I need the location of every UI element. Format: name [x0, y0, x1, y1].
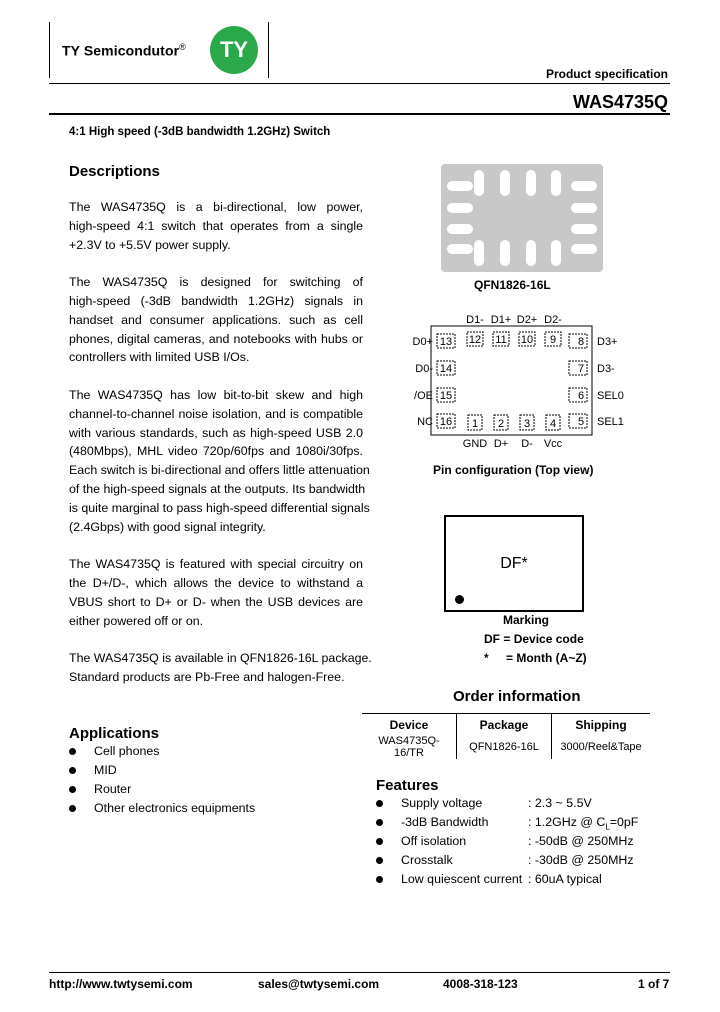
- brand-name: TY Semicondutor®: [62, 42, 186, 59]
- pin-number-left: 13: [439, 336, 453, 348]
- pin-number-bottom: 3: [523, 418, 531, 430]
- pin-number-left: 15: [439, 390, 453, 402]
- description-line: high-speed 4:1 switch that operates from a single: [69, 218, 363, 233]
- pin-label-bottom: D+: [493, 438, 509, 450]
- package-pad: [447, 224, 473, 234]
- pin-number-bottom: 1: [471, 418, 479, 430]
- pin-configuration-diagram: [400, 306, 640, 454]
- package-pad: [571, 203, 597, 213]
- package-pad: [571, 244, 597, 254]
- description-line: controllers with limited USB I/Os.: [69, 350, 250, 365]
- package-pad: [447, 181, 473, 191]
- header-rule: [49, 83, 670, 84]
- footer-url[interactable]: http://www.twtysemi.com: [49, 977, 193, 991]
- pin-label-left: /OE: [414, 390, 433, 402]
- marking-heading: Marking: [503, 613, 550, 627]
- description-line: either powered off or on.: [69, 613, 204, 628]
- package-pad: [500, 240, 510, 266]
- marking-legend-device-code: DF = Device code: [484, 632, 584, 646]
- pin-number-top: 9: [549, 334, 557, 346]
- pin-config-caption: Pin configuration (Top view): [433, 463, 594, 477]
- pin-label-top: D1-: [466, 314, 484, 326]
- pin-number-left: 16: [439, 416, 453, 428]
- package-pad: [474, 170, 484, 196]
- header-left-divider: [49, 22, 50, 78]
- title-rule: [49, 113, 670, 115]
- pin-number-top: 12: [468, 334, 482, 346]
- pin-label-bottom: D-: [521, 438, 533, 450]
- pin-number-right: 7: [577, 363, 585, 375]
- description-line: The WAS4735Q is designed for switching of: [69, 275, 363, 290]
- package-pad: [500, 170, 510, 196]
- col-device: Device: [362, 714, 457, 736]
- cell-shipping: 3000/Reel&Tape: [552, 735, 651, 759]
- pin-number-bottom: 2: [497, 418, 505, 430]
- package-pad: [551, 240, 561, 266]
- pin-number-left: 14: [439, 363, 453, 375]
- order-info-heading: Order information: [453, 688, 581, 705]
- descriptions-body: [69, 198, 372, 687]
- qfn-package-image: [441, 164, 603, 272]
- descriptions-heading: Descriptions: [69, 163, 160, 180]
- pin-number-bottom: 4: [549, 418, 557, 430]
- footer-phone: 4008-318-123: [443, 977, 518, 991]
- pin-label-right: SEL1: [597, 416, 624, 428]
- doc-type: Product specification: [545, 67, 668, 81]
- package-pad: [526, 240, 536, 266]
- pin-label-right: SEL0: [597, 390, 624, 402]
- cell-device: WAS4735Q-16/TR: [362, 735, 457, 759]
- pin-label-bottom: GND: [462, 438, 488, 450]
- description-line: high-speed (-3dB bandwidth 1.2GHz) signals in: [69, 293, 363, 308]
- pin-label-bottom: Vcc: [543, 438, 563, 450]
- page-subtitle: 4:1 High speed (-3dB bandwidth 1.2GHz) Switch: [69, 126, 331, 138]
- description-line: Each switch is bi-directional and offers little attenuation: [69, 463, 370, 478]
- list-item: MID: [69, 761, 255, 780]
- description-line: is quite marginal to pass high-speed differential signals: [69, 500, 370, 515]
- description-line: with various standards, such as high-speed USB 2.0: [69, 425, 363, 440]
- ty-logo: TY: [210, 26, 258, 74]
- description-line: The WAS4735Q is featured with special circuitry on: [69, 557, 363, 572]
- description-line: VBUS short to D+ or D- when the USB devices are: [69, 594, 363, 609]
- list-item: Other electronics equipments: [69, 799, 255, 818]
- description-line: handset and consumer applications. such as cell: [69, 312, 363, 327]
- description-paragraph: [69, 386, 370, 536]
- footer-rule: [49, 972, 670, 973]
- pin-number-right: 6: [577, 390, 585, 402]
- order-table: [362, 713, 650, 759]
- description-line: The WAS4735Q is available in QFN1826-16L package.: [69, 651, 372, 666]
- description-paragraph: [69, 555, 363, 630]
- package-pad: [447, 244, 473, 254]
- package-pad: [551, 170, 561, 196]
- order-table-header: [362, 714, 650, 736]
- description-line: phones, digital cameras, and notebooks with hubs or: [69, 331, 363, 346]
- footer-page-number: 1 of 7: [638, 977, 670, 991]
- pin-label-right: D3-: [597, 363, 615, 375]
- description-line: +2.3V to +5.5V power supply.: [69, 237, 231, 252]
- col-package: Package: [457, 714, 552, 736]
- description-line: (2.4Gbps) with good signal integrity.: [69, 519, 266, 534]
- table-row: [362, 735, 650, 759]
- package-pad: [447, 203, 473, 213]
- description-line: The WAS4735Q is a bi-directional, low power,: [69, 200, 363, 214]
- marking-code: DF*: [500, 555, 528, 572]
- applications-heading: Applications: [69, 725, 160, 742]
- package-name: QFN1826-16L: [474, 278, 551, 292]
- list-item: Cell phones: [69, 742, 255, 761]
- list-item: Router: [69, 780, 255, 799]
- pin-label-right: D3+: [597, 336, 618, 348]
- description-line: The WAS4735Q has low bit-to-bit skew and high: [69, 387, 363, 402]
- package-pad: [474, 240, 484, 266]
- pin-number-top: 11: [495, 334, 507, 346]
- description-paragraph: [69, 198, 363, 254]
- footer-email[interactable]: sales@twtysemi.com: [258, 977, 380, 991]
- description-line: the D+/D-, which allows the device to withstand a: [69, 575, 363, 590]
- features-heading: Features: [376, 777, 439, 794]
- pin-label-top: D1+: [490, 314, 512, 326]
- description-paragraph: [69, 649, 372, 687]
- pin-number-right: 8: [577, 336, 585, 348]
- pin-label-left: D0-: [415, 363, 433, 375]
- pin-label-left: D0+: [412, 336, 433, 348]
- pin-label-left: NC: [417, 416, 433, 428]
- col-shipping: Shipping: [552, 714, 651, 736]
- description-line: channel-to-channel noise isolation, and is compatible: [69, 406, 363, 421]
- description-line: (480Mbps), MHL video 720p/60fps and 1080i/30fps.: [69, 444, 363, 459]
- package-pad: [571, 224, 597, 234]
- description-paragraph: [69, 273, 363, 367]
- pin-label-top: D2+: [516, 314, 538, 326]
- part-number: WAS4735Q: [572, 92, 668, 112]
- pin-number-top: 10: [520, 334, 534, 346]
- pin-label-top: D2-: [544, 314, 562, 326]
- package-pad: [571, 181, 597, 191]
- description-line: of the high-speed signals at the outputs. Its bandwidth: [69, 481, 366, 496]
- marking-legend-month: * = Month (A~Z): [484, 651, 587, 665]
- description-line: Standard products are Pb-Free and halogen-Free.: [69, 669, 345, 684]
- marking-box: [444, 515, 584, 612]
- header-right-divider: [268, 22, 269, 78]
- cell-package: QFN1826-16L: [457, 735, 552, 759]
- package-pad: [526, 170, 536, 196]
- pin1-dot: [455, 595, 464, 604]
- applications-list: [69, 742, 255, 818]
- pin-number-right: 5: [577, 416, 585, 428]
